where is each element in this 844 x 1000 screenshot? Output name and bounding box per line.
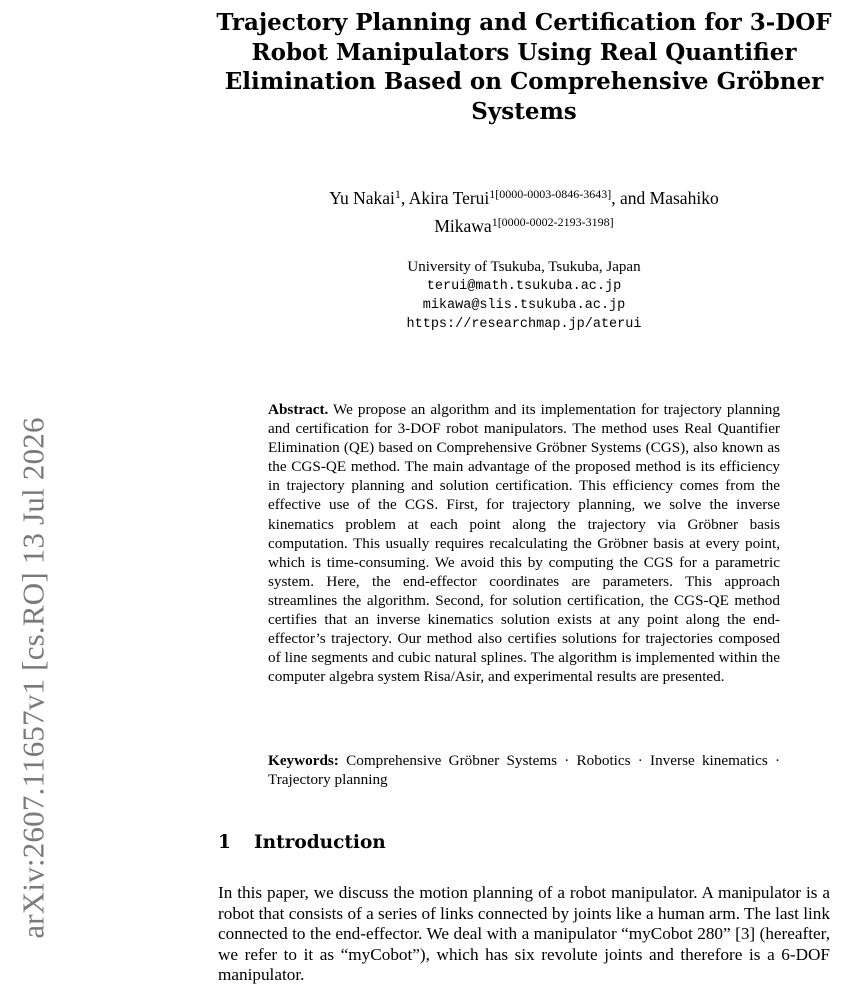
institution: University of Tsukuba, Tsukuba, Japan [407, 259, 641, 275]
arxiv-watermark [6, 372, 62, 984]
section-heading [218, 830, 386, 856]
author-line-2 [250, 212, 798, 240]
keywords-label: Keywords: [268, 752, 339, 769]
author-separator: , [400, 188, 409, 208]
author-affiliation-mark: 1 [394, 187, 401, 201]
abstract [268, 400, 780, 686]
keywords [268, 751, 780, 789]
author-separator: , and Masahiko [611, 188, 719, 208]
author-list [250, 184, 798, 240]
author-name: Yu Nakai [329, 188, 395, 208]
author-orcid-mark: 1[0000-0003-0846-3643] [489, 187, 612, 201]
email-link-terui[interactable]: terui@math.tsukuba.ac.jp [426, 279, 622, 294]
author-name: Akira Terui [408, 188, 490, 208]
introduction-paragraph: In this paper, we discuss the motion planning of a robot manipulator. A manipulator is a robot that consists of a series of links connected by joints like a human arm. The last link connected to the end-effector. We deal with a manipulator “myCobot 280” [3] (hereafter, we refer to it as “myCobot”), which has six revolute joints and therefore is a 6-DOF manipulator. [218, 883, 830, 985]
section-title: Introduction [254, 832, 386, 853]
paper-title: Trajectory Planning and Certification for 3-DOF Robot Manipulators Using Real Quantifier Elimination Based on Comprehensive Gröbner Systems [216, 9, 832, 125]
email-link-mikawa[interactable]: mikawa@slis.tsukuba.ac.jp [422, 298, 626, 313]
abstract-text: We propose an algorithm and its implementation for trajectory planning and certification for 3-DOF robot manipulators. The method uses Real Quantifier Elimination (QE) based on Comprehensive Gröbner Systems (CGS), also known as the CGS-QE method. The main advantage of the proposed method is its efficiency in trajectory planning and solution certification. This efficiency comes from the effective use of the CGS. First, for trajectory planning, we solve the inverse kinematics problem at each point along the trajectory via Gröbner basis computation. This usually requires recalculating the Gröbner basis at every point, which is time-consuming. We avoid this by computing the CGS for a parametric system. Here, the end-effector coordinates are parameters. This approach streamlines the algorithm. Second, for solution certification, the CGS-QE method certifies that an inverse kinematics solution exists at any point along the end-effector’s trajectory. Our method also certifies solutions for trajectories composed of line segments and cubic natural splines. The algorithm is implemented within the computer algebra system Risa/Asir, and experimental results are presented. [268, 401, 780, 686]
affiliation-block [250, 258, 798, 334]
homepage-link[interactable]: https://researchmap.jp/aterui [406, 317, 642, 332]
abstract-label: Abstract. [268, 401, 329, 418]
author-orcid-mark: 1[0000-0002-2193-3198] [491, 215, 614, 229]
section-number: 1 [218, 832, 231, 853]
author-line-1 [250, 184, 798, 212]
arxiv-id: arXiv:2607.11657v1 [cs.RO] 13 Jul 2026 [16, 417, 52, 939]
author-name: Mikawa [434, 216, 492, 236]
keywords-text: Comprehensive Gröbner Systems · Robotics · Inverse kinematics · Trajectory planning [268, 752, 780, 789]
